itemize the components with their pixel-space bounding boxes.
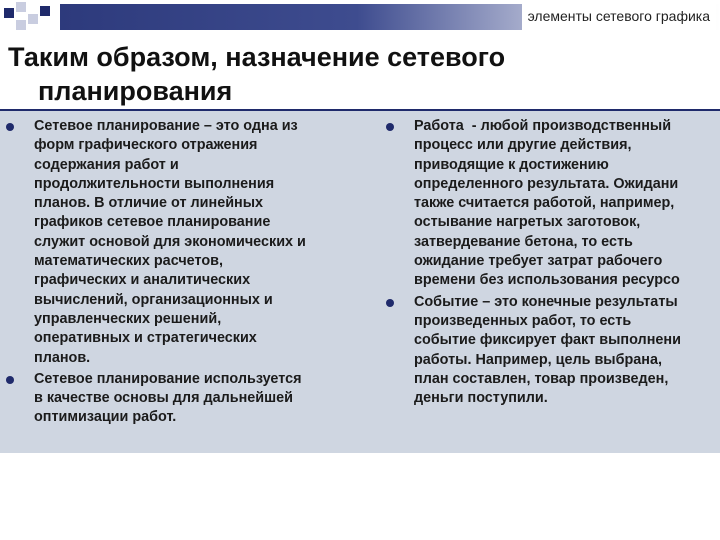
right-column xyxy=(386,117,720,410)
list-item-text: Работа - любой производственный процесс или другие действия, приводящие к достижению определенного результата. Ожидани также считается работой, например, остывание нагретых заготовок, затвердевание бетона, то есть ожидание требует затрат рабочего времени без использования ресурсо xyxy=(414,118,680,289)
header-decoration xyxy=(4,2,60,32)
list-item xyxy=(6,117,378,368)
slide-title-line-2: планирования xyxy=(38,76,233,106)
list-item-text: Сетевое планирование используется в качестве основы для дальнейшей оптимизации работ. xyxy=(34,370,302,426)
list-item xyxy=(386,117,720,291)
bullet-icon xyxy=(386,123,394,131)
bullet-icon xyxy=(6,123,14,131)
slide-title-line-1: Таким образом, назначение сетевого xyxy=(8,42,506,72)
list-item xyxy=(6,370,378,428)
list-item-text: Событие – это конечные результаты произведенных работ, то есть событие фиксирует факт выполнени работы. Например, цель выбрана, план составлен, товар произведен, деньги поступили. xyxy=(414,293,681,407)
slide-title xyxy=(8,40,708,108)
bullet-icon xyxy=(386,299,394,307)
bullet-icon xyxy=(6,376,14,384)
content-panel xyxy=(0,111,720,453)
header-caption: элементы сетевого графика xyxy=(522,4,716,30)
list-item-text: Сетевое планирование – это одна из форм графического отражения содержания работ и продолжительности выполнения планов. В отличие от линейных графиков сетевое планирование служит основой для экономических и математических расчетов, графических и аналитических вычислений, организационных и управленческих решений, оперативных и стратегических планов. xyxy=(34,118,306,366)
list-item xyxy=(386,293,720,409)
left-column xyxy=(6,117,378,430)
